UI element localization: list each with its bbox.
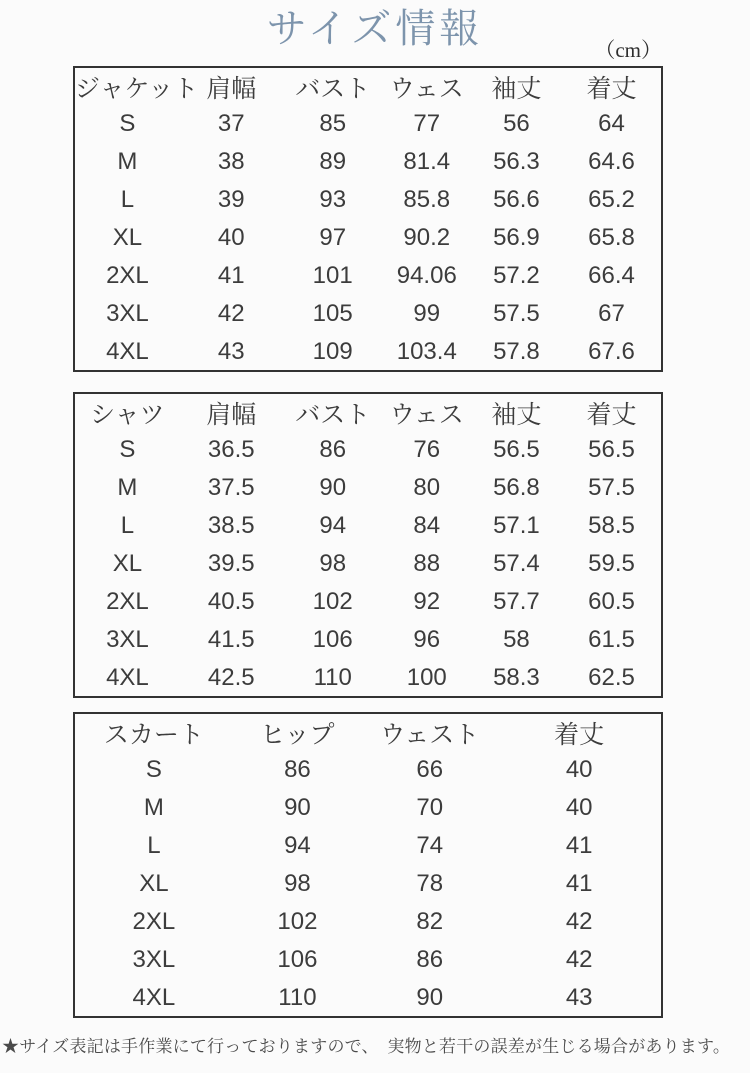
table-row	[74, 507, 662, 545]
size-label-cell: L	[120, 512, 135, 539]
measurement-cell: 105	[312, 300, 353, 327]
measurement-cell: 40	[565, 794, 593, 821]
measurement-cell: 78	[416, 870, 444, 897]
measurement-cell: 64	[598, 110, 625, 137]
table-row	[74, 789, 662, 827]
measurement-cell: 61.5	[588, 626, 635, 653]
measurement-cell: 57.4	[493, 550, 540, 577]
measurement-header: 肩幅	[206, 74, 257, 103]
measurement-cell: 39	[217, 186, 245, 213]
size-label-cell: L	[120, 186, 135, 213]
table-header-row	[74, 67, 662, 105]
table-row	[74, 903, 662, 941]
measurement-header: 着丈	[586, 400, 637, 429]
measurement-cell: 41	[565, 870, 593, 897]
measurement-cell: 40	[217, 224, 245, 251]
jacket-size-table	[73, 66, 663, 372]
measurement-cell: 81.4	[403, 148, 451, 175]
page-title: サイズ情報	[266, 7, 484, 51]
measurement-cell: 103.4	[396, 337, 457, 365]
measurement-cell: 42	[565, 946, 593, 973]
measurement-cell: 101	[312, 262, 353, 289]
measurement-cell: 82	[416, 908, 444, 935]
unit-label: （cm）	[594, 38, 662, 62]
measurement-cell: 42	[217, 300, 245, 327]
page-header	[0, 0, 750, 66]
measurement-cell: 60.5	[588, 588, 635, 615]
measurement-cell: 37	[217, 110, 245, 137]
measurement-cell: 94	[319, 512, 347, 539]
measurement-cell: 110	[313, 663, 352, 691]
measurement-cell: 56.3	[493, 148, 540, 175]
measurement-cell: 66.4	[588, 262, 635, 289]
measurement-cell: 57.2	[493, 262, 540, 289]
measurement-cell: 80	[413, 474, 441, 501]
table-row	[74, 333, 662, 371]
measurement-header: 着丈	[554, 720, 605, 749]
size-label-cell: XL	[139, 870, 169, 897]
size-label-cell: S	[145, 756, 162, 783]
measurement-header: ウェスト	[380, 720, 480, 749]
table-row	[74, 181, 662, 219]
table-header-row	[74, 393, 662, 431]
table-row	[74, 751, 662, 789]
measurement-cell: 90	[416, 983, 444, 1011]
table-row	[74, 143, 662, 181]
shirt-size-table	[73, 392, 663, 698]
size-label-cell: 4XL	[132, 983, 176, 1011]
measurement-cell: 38.5	[207, 512, 255, 539]
measurement-cell: 97	[319, 224, 347, 251]
measurement-cell: 62.5	[588, 663, 635, 691]
measurement-cell: 94.06	[396, 262, 457, 289]
measurement-cell: 67	[598, 300, 625, 327]
table-row	[74, 659, 662, 697]
size-label-cell: 2XL	[106, 262, 149, 289]
size-label-cell: S	[119, 110, 136, 137]
measurement-cell: 65.2	[588, 186, 635, 213]
measurement-cell: 59.5	[588, 550, 635, 577]
measurement-cell: 85.8	[403, 186, 451, 213]
measurement-cell: 40.5	[207, 588, 255, 615]
measurement-cell: 57.1	[493, 512, 540, 539]
measurement-cell: 57.7	[493, 588, 540, 615]
measurement-header: 肩幅	[206, 400, 257, 429]
measurement-cell: 41	[217, 262, 245, 289]
measurement-cell: 90.2	[403, 224, 451, 251]
measurement-cell: 43	[565, 983, 593, 1011]
size-label-cell: 3XL	[106, 300, 149, 327]
measurement-header: ヒップ	[260, 720, 335, 749]
measurement-cell: 40	[565, 756, 593, 783]
measurement-header: バスト	[295, 74, 371, 103]
table-row	[74, 295, 662, 333]
measurement-cell: 57.5	[493, 300, 540, 327]
measurement-cell: 98	[284, 870, 311, 897]
measurement-cell: 43	[217, 337, 245, 365]
measurement-cell: 58.3	[493, 663, 540, 691]
measurement-cell: 41.5	[207, 626, 255, 653]
measurement-header: ウェス	[389, 74, 464, 103]
table-row	[74, 865, 662, 903]
measurement-cell: 109	[312, 337, 353, 365]
measurement-cell: 56	[503, 110, 530, 137]
measurement-cell: 38	[217, 148, 245, 175]
measurement-cell: 39.5	[207, 550, 255, 577]
table-row	[74, 545, 662, 583]
garment-name-header: シャツ	[90, 400, 165, 429]
size-label-cell: M	[117, 148, 138, 175]
measurement-cell: 56.9	[493, 224, 540, 251]
measurement-cell: 106	[277, 946, 318, 973]
measurement-cell: 89	[319, 148, 347, 175]
table-row	[74, 257, 662, 295]
measurement-cell: 70	[416, 794, 444, 821]
measurement-cell: 56.5	[588, 436, 635, 463]
table-row	[74, 431, 662, 469]
table-row	[74, 583, 662, 621]
measurement-cell: 56.8	[493, 474, 540, 501]
measurement-cell: 77	[413, 110, 441, 137]
size-label-cell: S	[119, 436, 136, 463]
measurement-cell: 99	[413, 300, 441, 327]
measurement-cell: 84	[413, 512, 441, 539]
measurement-cell: 41	[565, 832, 593, 859]
table-row	[74, 219, 662, 257]
size-label-cell: L	[147, 832, 161, 859]
garment-name-header: スカート	[103, 720, 204, 749]
measurement-cell: 86	[284, 756, 311, 783]
measurement-cell: 86	[319, 436, 347, 463]
table-row	[74, 827, 662, 865]
measurement-cell: 96	[413, 626, 441, 653]
measurement-cell: 102	[312, 588, 353, 615]
table-row	[74, 941, 662, 979]
measurement-cell: 56.6	[493, 186, 540, 213]
measurement-header: 着丈	[586, 74, 637, 103]
garment-name-header: ジャケット	[75, 74, 199, 103]
footnote: ★サイズ表記は手作業にて行っておりますので、 実物と若干の誤差が生じる場合があります。	[2, 1037, 731, 1056]
measurement-cell: 42	[565, 908, 593, 935]
size-label-cell: 4XL	[106, 663, 149, 691]
table-row	[74, 979, 662, 1017]
measurement-header: ウェス	[389, 400, 464, 429]
measurement-cell: 56.5	[493, 436, 540, 463]
measurement-cell: 88	[413, 550, 441, 577]
measurement-cell: 100	[406, 663, 447, 691]
size-label-cell: 2XL	[132, 908, 176, 935]
size-label-cell: XL	[112, 224, 143, 251]
size-label-cell: 2XL	[106, 588, 149, 615]
measurement-cell: 94	[284, 832, 311, 859]
measurement-header: 袖丈	[491, 400, 542, 429]
measurement-cell: 58	[503, 626, 530, 653]
measurement-cell: 37.5	[207, 474, 255, 501]
measurement-cell: 42.5	[207, 663, 255, 691]
measurement-cell: 110	[278, 983, 317, 1011]
skirt-size-table	[73, 712, 663, 1018]
size-label-cell: XL	[112, 550, 143, 577]
measurement-cell: 93	[319, 186, 347, 213]
measurement-cell: 90	[319, 474, 347, 501]
measurement-cell: 74	[416, 832, 444, 859]
measurement-cell: 85	[319, 110, 347, 137]
measurement-cell: 65.8	[588, 224, 635, 251]
measurement-cell: 57.8	[493, 337, 540, 365]
table-row	[74, 469, 662, 507]
table-row	[74, 621, 662, 659]
measurement-cell: 106	[312, 626, 353, 653]
size-label-cell: 4XL	[106, 337, 149, 365]
measurement-cell: 58.5	[588, 512, 635, 539]
measurement-cell: 57.5	[588, 474, 635, 501]
size-label-cell: 3XL	[132, 946, 176, 973]
measurement-cell: 102	[277, 908, 318, 935]
measurement-cell: 98	[319, 550, 347, 577]
measurement-cell: 36.5	[207, 436, 255, 463]
measurement-header: 袖丈	[491, 74, 542, 103]
size-label-cell: 3XL	[106, 626, 149, 653]
measurement-cell: 64.6	[588, 148, 635, 175]
measurement-cell: 86	[416, 946, 444, 973]
table-row	[74, 105, 662, 143]
measurement-cell: 66	[416, 756, 444, 783]
measurement-header: バスト	[295, 400, 371, 429]
table-header-row	[74, 713, 662, 751]
measurement-cell: 90	[284, 794, 311, 821]
size-label-cell: M	[143, 794, 164, 821]
size-label-cell: M	[117, 474, 138, 501]
measurement-cell: 67.6	[588, 337, 635, 365]
measurement-cell: 92	[413, 588, 441, 615]
measurement-cell: 76	[413, 436, 441, 463]
